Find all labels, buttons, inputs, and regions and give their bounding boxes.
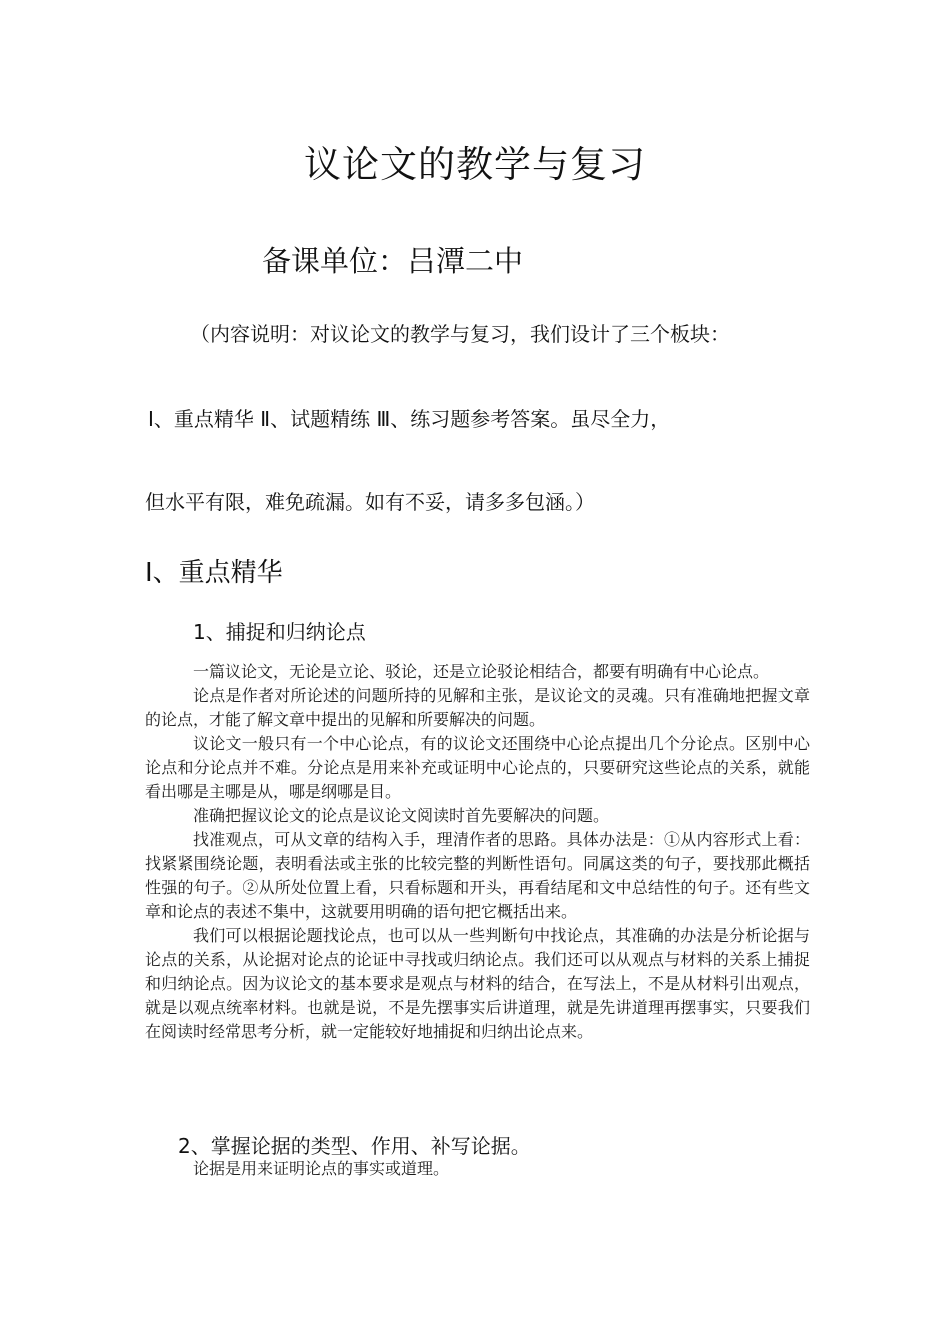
body-paragraph: 议论文一般只有一个中心论点，有的议论文还围绕中心论点提出几个分论点。区别中心论点和分论点并不难。分论点是用来补充或证明中心论点的，只要研究这些论点的关系，就能看出哪是主哪是从，哪是纲哪是目。 <box>145 734 810 801</box>
subsection-body-evidence <box>145 1157 810 1181</box>
intro-line-1: （内容说明：对议论文的教学与复习，我们设计了三个板块： <box>190 322 730 346</box>
subsection-heading-thesis: 1、捕捉和归纳论点 <box>193 620 366 644</box>
body-paragraph: 准确把握议论文的论点是议论文阅读时首先要解决的问题。 <box>193 806 610 825</box>
intro-line-2: Ⅰ、重点精华 Ⅱ、试题精练 Ⅲ、练习题参考答案。虽尽全力， <box>148 407 671 431</box>
body-paragraph: 我们可以根据论题找论点，也可以从一些判断句中找论点，其准确的办法是分析论据与论点的关系，从论据对论点的论证中寻找或归纳论点。我们还可以从观点与材料的关系上捕捉和归纳论点。因为议论文的基本要求是观点与材料的结合，在写法上，不是从材料引出观点，就是以观点统率材料。也就是说，不是先摆事实后讲道理，就是先讲道理再摆事实，只要我们在阅读时经常思考分析，就一定能较好地捕捉和归纳出论点来。 <box>145 926 810 1041</box>
body-paragraph: 论据是用来证明论点的事实或道理。 <box>193 1159 450 1178</box>
section-heading-key-points: I、重点精华 <box>145 558 283 588</box>
body-paragraph: 一篇议论文，无论是立论、驳论，还是立论驳论相结合，都要有明确有中心论点。 <box>193 662 770 681</box>
preparation-unit: 备课单位：吕潭二中 <box>262 244 524 278</box>
subsection-heading-evidence: 2、掌握论据的类型、作用、补写论据。 <box>178 1134 531 1158</box>
subsection-body-thesis <box>145 660 810 1044</box>
body-paragraph: 论点是作者对所论述的问题所持的见解和主张，是议论文的灵魂。只有准确地把握文章的论点，才能了解文章中提出的见解和所要解决的问题。 <box>145 686 810 729</box>
body-paragraph: 找准观点，可从文章的结构入手，理清作者的思路。具体办法是：①从内容形式上看：找紧紧围绕论题，表明看法或主张的比较完整的判断性语句。同属这类的句子，要找那此概括性强的句子。②从所处位置上看，只看标题和开头，再看结尾和文中总结性的句子。还有些文章和论点的表述不集中，这就要用明确的语句把它概括出来。 <box>145 830 810 921</box>
intro-line-3: 但水平有限，难免疏漏。如有不妥，请多多包涵。） <box>145 490 595 514</box>
document-title: 议论文的教学与复习 <box>304 143 646 186</box>
